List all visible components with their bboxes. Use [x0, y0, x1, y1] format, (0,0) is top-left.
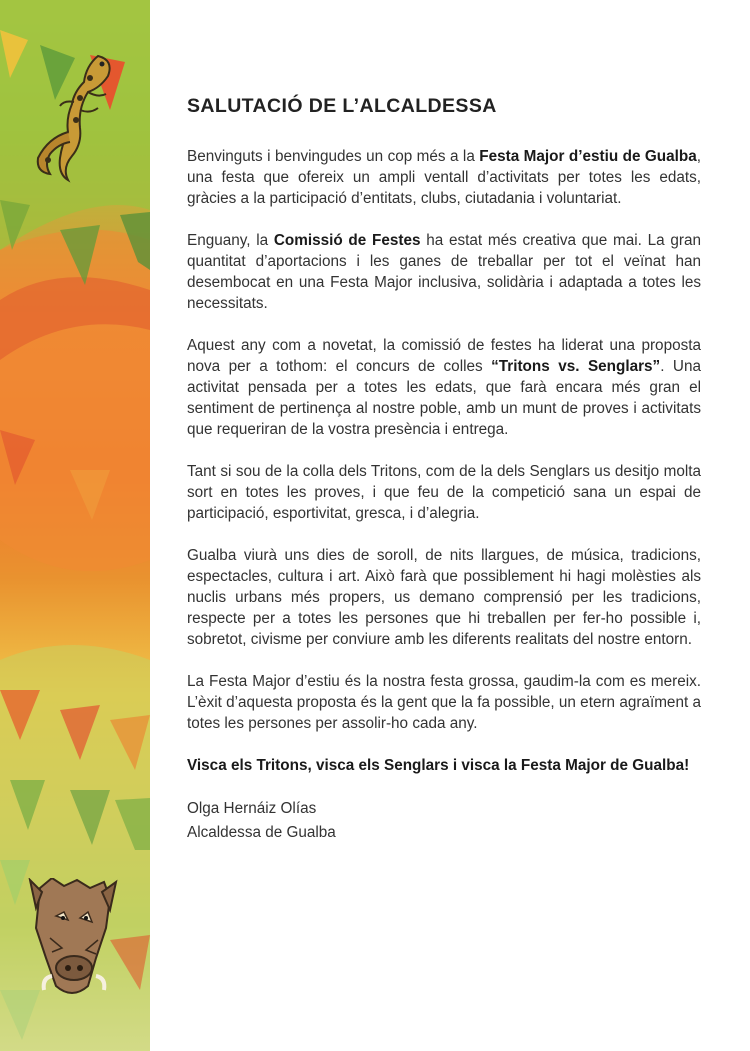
boar-icon	[22, 878, 122, 1008]
paragraph-text: Aquest any com a novetat, la comissió de festes ha liderat una proposta nova per a tothom: el concurs de colles	[187, 337, 701, 375]
letter-content	[187, 94, 701, 845]
paragraph-text: La Festa Major d’estiu és la nostra festa grossa, gaudim-la com es mereix. L’èxit d’aquesta proposta és la gent que la fa possible, un etern agraïment a totes les persones per assolir-ho cada any.	[187, 673, 701, 732]
newt-icon	[28, 48, 118, 188]
body-paragraph	[187, 146, 701, 209]
bold-text: Comissió de Festes	[273, 232, 421, 249]
bold-text: Festa Major d’estiu de Gualba	[479, 148, 697, 165]
signature-role: Alcaldessa de Gualba	[187, 824, 336, 841]
paragraph-text: ha estat més creativa que mai. La gran quantitat d’aportacions i les ganes de treballar per tot el veïnat han desembocat en una Festa Major inclusiva, solidària i adaptada a totes les necessitats.	[187, 232, 701, 312]
letter-body	[187, 146, 701, 734]
paragraph-text: Tant si sou de la colla dels Tritons, com de la dels Senglars us desitjo molta sort en totes les proves, i que feu de la competició sana un espai de participació, esportivitat, gresca, i d’alegria.	[187, 463, 701, 522]
body-paragraph	[187, 545, 701, 650]
body-paragraph	[187, 671, 701, 734]
body-paragraph	[187, 335, 701, 440]
paragraph-text: Benvinguts i benvingudes un cop més a la	[187, 148, 480, 165]
page-title: SALUTACIÓ DE L’ALCALDESSA	[187, 95, 497, 117]
bold-text: “Tritons vs. Senglars”	[491, 358, 661, 375]
paragraph-text: , una festa que ofereix un ampli ventall d’activitats per totes les edats, gràcies a la participació d’entitats, clubs, ciutadania i voluntariat.	[187, 148, 701, 207]
body-paragraph	[187, 461, 701, 524]
paragraph-text: . Una activitat pensada per a totes les edats, que farà encara més gran el sentiment de pertinença al nostre poble, amb un munt de proves i activitats que requeriran de la vostra presència i entrega.	[187, 358, 701, 438]
paragraph-text: Enguany, la	[187, 232, 274, 249]
paragraph-text: Gualba viurà uns dies de soroll, de nits llargues, de música, tradicions, espectacles, cultura i art. Això farà que possiblement hi hagi molèsties als nuclis urbans més propers, us demano comprensió per les tradicions, respecte per a totes les persones que hi treballen per fer-ho possible i, sobretot, civisme per conviure amb les diferents realitats del nostre entorn.	[187, 547, 701, 648]
body-paragraph	[187, 230, 701, 314]
decorative-side-panel	[0, 0, 150, 1051]
signature-name: Olga Hernáiz Olías	[187, 800, 317, 817]
closing-line: Visca els Tritons, visca els Senglars i visca la Festa Major de Gualba!	[187, 757, 690, 774]
